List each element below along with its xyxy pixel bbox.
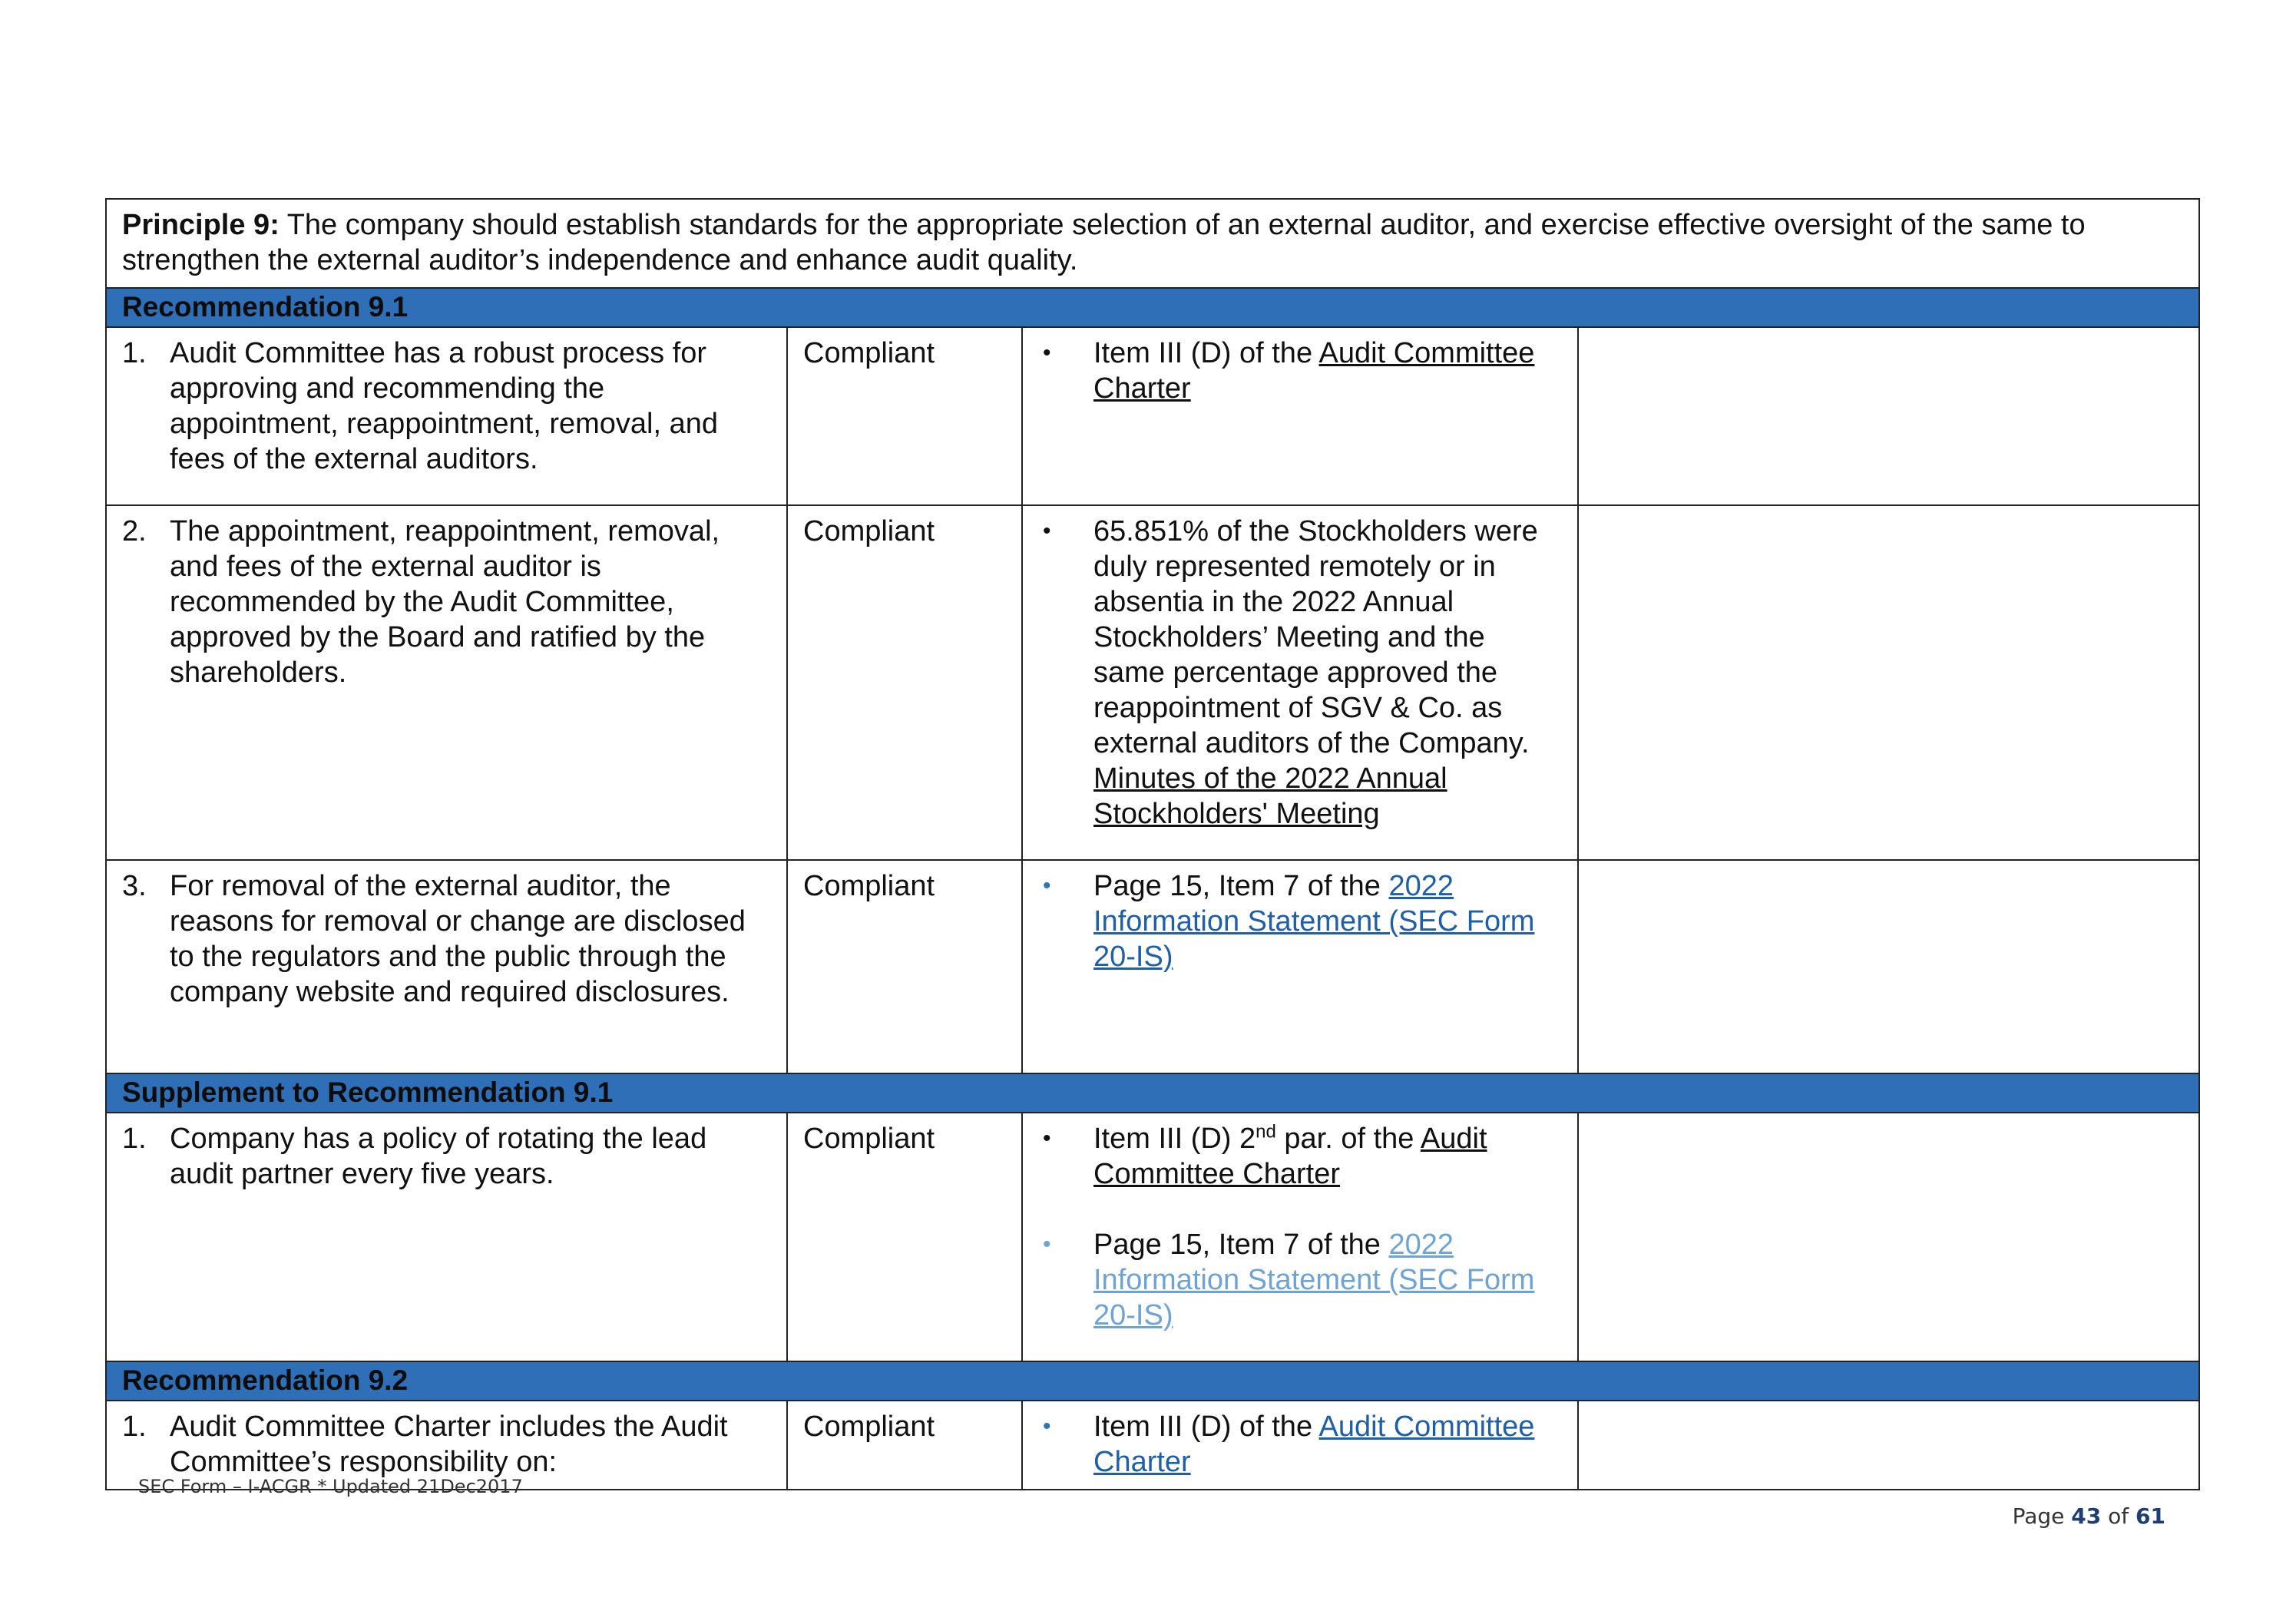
recommendation-cell <box>106 1113 787 1361</box>
compliance-status: Compliant <box>787 1401 1022 1490</box>
item-number: 3. <box>122 870 147 902</box>
recommendation-cell <box>106 505 787 860</box>
reference-text: 65.851% of the Stockholders were duly represented remotely or in absentia in the 2022 Annual Stockholders’ Meeting and the same percentage approved the reappointment of SGV & Co. as external auditors of the Company. <box>1093 515 1538 759</box>
remarks-cell <box>1578 327 2199 505</box>
recommendation-text: For removal of the external auditor, the reasons for removal or change are disclosed to the regulators and the public through the company website and required disclosures. <box>170 870 746 1008</box>
remarks-cell <box>1578 860 2199 1073</box>
total-pages: 61 <box>2136 1503 2165 1529</box>
recommendation-cell <box>106 327 787 505</box>
audit-committee-charter-link[interactable]: Audit Committee Charter <box>1093 1123 1487 1190</box>
recommendation-text: Audit Committee has a robust process for approving and recommending the appointment, reappointment, removal, and fees of the external auditors. <box>170 337 718 475</box>
explanation-cell <box>1022 860 1578 1073</box>
principle-cell <box>106 199 2199 288</box>
table-row <box>106 505 2199 860</box>
bullet-icon: • <box>1043 1126 1051 1151</box>
reference-text: Page 15, Item 7 of the <box>1093 870 1389 902</box>
remarks-cell <box>1578 505 2199 860</box>
reference-text: Page 15, Item 7 of the <box>1093 1229 1389 1261</box>
information-statement-link[interactable]: 2022 Information Statement (SEC Form 20-IS) <box>1093 1229 1535 1331</box>
bullet-icon: • <box>1043 873 1051 898</box>
current-page: 43 <box>2071 1503 2102 1529</box>
information-statement-link[interactable]: 2022 Information Statement (SEC Form 20-IS) <box>1093 870 1535 973</box>
principle-label: Principle 9: <box>122 209 280 241</box>
reference-text: par. of the <box>1275 1123 1421 1155</box>
section-header-supp-9-1 <box>106 1073 2199 1113</box>
audit-committee-charter-link[interactable]: Audit Committee Charter <box>1093 337 1535 405</box>
list-item <box>1038 1409 1562 1480</box>
reference-text: Item III (D) of the <box>1093 337 1319 369</box>
compliance-status: Compliant <box>787 1113 1022 1361</box>
principle-text: The company should establish standards for the appropriate selection of an external auditor, and exercise effective oversight of the same to strengthen the external auditor’s independence and enhance audit quality. <box>122 209 2086 276</box>
explanation-cell <box>1022 1401 1578 1490</box>
section-header-rec-9-2 <box>106 1361 2199 1401</box>
recommendation-text: The appointment, reappointment, removal, and fees of the external auditor is recommended by the Audit Committee, approved by the Board and ratified by the shareholders. <box>170 515 720 689</box>
audit-committee-charter-link[interactable]: Audit Committee Charter <box>1093 1411 1535 1478</box>
list-item <box>1038 868 1562 974</box>
explanation-cell <box>1022 505 1578 860</box>
item-number: 1. <box>122 1411 147 1443</box>
remarks-cell <box>1578 1401 2199 1490</box>
list-item <box>1038 1227 1562 1333</box>
reference-text: Item III (D) of the <box>1093 1411 1319 1443</box>
item-number: 1. <box>122 1123 147 1155</box>
section-header-label: Recommendation 9.1 <box>106 288 2199 327</box>
bullet-icon: • <box>1043 1414 1051 1439</box>
explanation-cell <box>1022 1113 1578 1361</box>
list-item <box>1038 1121 1562 1192</box>
compliance-table <box>105 198 2200 1490</box>
list-item <box>1038 336 1562 406</box>
item-number: 2. <box>122 515 147 547</box>
footer-form-label: SEC Form – I-ACGR * Updated 21Dec2017 <box>138 1476 523 1497</box>
compliance-status: Compliant <box>787 505 1022 860</box>
section-header-label: Recommendation 9.2 <box>106 1361 2199 1401</box>
table-row <box>106 327 2199 505</box>
bullet-icon: • <box>1043 340 1051 365</box>
explanation-cell <box>1022 327 1578 505</box>
recommendation-cell <box>106 860 787 1073</box>
item-number: 1. <box>122 337 147 369</box>
principle-row <box>106 199 2199 288</box>
asm-minutes-link[interactable]: Minutes of the 2022 Annual Stockholders' Meeting <box>1093 762 1447 830</box>
list-item <box>1038 514 1562 832</box>
table-row <box>106 860 2199 1073</box>
reference-text: Item III (D) 2 <box>1093 1123 1256 1155</box>
section-header-label: Supplement to Recommendation 9.1 <box>106 1073 2199 1113</box>
recommendation-text: Audit Committee Charter includes the Audit Committee’s responsibility on: <box>170 1411 728 1478</box>
recommendation-text: Company has a policy of rotating the lead audit partner every five years. <box>170 1123 707 1190</box>
ordinal-suffix: nd <box>1256 1121 1276 1143</box>
compliance-status: Compliant <box>787 327 1022 505</box>
bullet-icon: • <box>1043 1232 1051 1257</box>
table-row <box>106 1113 2199 1361</box>
compliance-status: Compliant <box>787 860 1022 1073</box>
section-header-rec-9-1 <box>106 288 2199 327</box>
page-number: Page 43 of 61 <box>2012 1503 2165 1529</box>
remarks-cell <box>1578 1113 2199 1361</box>
bullet-icon: • <box>1043 518 1051 544</box>
